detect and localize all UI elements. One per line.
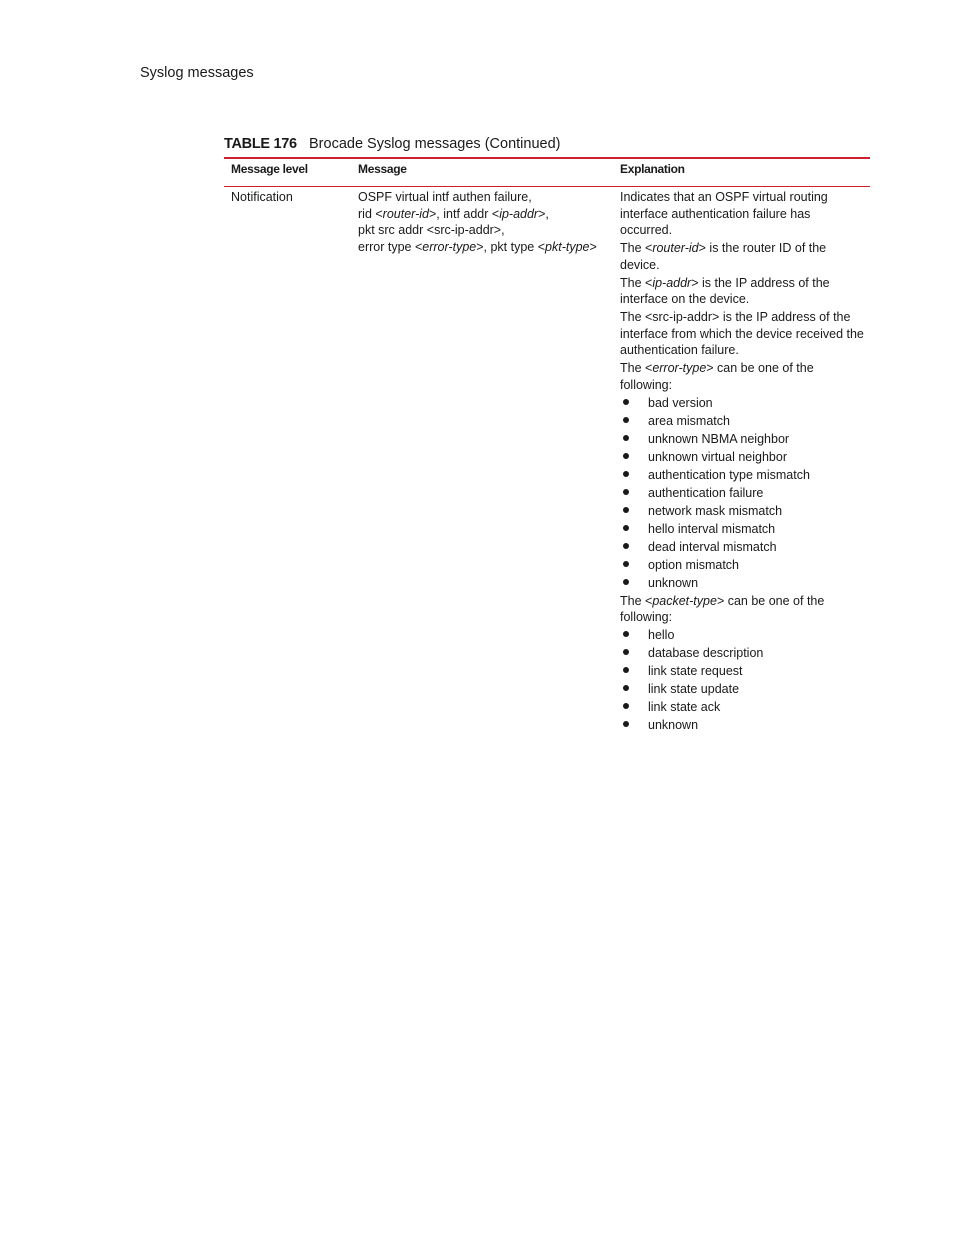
bullet-icon <box>623 561 629 567</box>
message-line: rid <router-id>, intf addr <ip-addr>, <box>358 206 549 221</box>
list-item: authentication failure <box>620 485 865 503</box>
placeholder-term: pkt-type <box>545 239 590 254</box>
cell-message-level: Notification <box>231 190 293 204</box>
placeholder-term: error-type <box>652 361 707 375</box>
bullet-icon <box>623 703 629 709</box>
cell-message <box>358 189 597 255</box>
table-number: TABLE 176 <box>224 136 297 152</box>
bullet-list <box>620 395 865 593</box>
placeholder-term: router-id <box>652 241 699 255</box>
table-top-rule <box>224 157 870 159</box>
bullet-icon <box>623 507 629 513</box>
placeholder-term: router-id <box>382 206 429 221</box>
list-item: option mismatch <box>620 557 865 575</box>
bullet-icon <box>623 435 629 441</box>
bullet-list <box>620 627 865 735</box>
bullet-icon <box>623 417 629 423</box>
bullet-icon <box>623 649 629 655</box>
list-item: link state update <box>620 681 865 699</box>
bullet-icon <box>623 667 629 673</box>
header-message-level: Message level <box>231 162 308 176</box>
explanation-paragraph: Indicates that an OSPF virtual routing interface authentication failure has occurred. <box>620 190 828 237</box>
bullet-icon <box>623 685 629 691</box>
list-item: database description <box>620 645 865 663</box>
list-item: area mismatch <box>620 413 865 431</box>
explanation-paragraph: The <error-type> can be one of the following: <box>620 361 814 392</box>
bullet-icon <box>623 471 629 477</box>
explanation-paragraph: The <src-ip-addr> is the IP address of the interface from which the device received the authentication failure. <box>620 310 864 357</box>
bullet-icon <box>623 543 629 549</box>
list-item: unknown NBMA neighbor <box>620 431 865 449</box>
header-message: Message <box>358 162 407 176</box>
list-item: unknown virtual neighbor <box>620 449 865 467</box>
table-caption <box>224 136 560 152</box>
message-line: OSPF virtual intf authen failure, <box>358 190 532 204</box>
header-explanation: Explanation <box>620 162 685 176</box>
list-item: unknown <box>620 575 865 593</box>
placeholder-term: error-type <box>422 239 477 254</box>
bullet-icon <box>623 525 629 531</box>
bullet-icon <box>623 489 629 495</box>
list-item: bad version <box>620 395 865 413</box>
placeholder-term: ip-addr <box>652 275 692 290</box>
placeholder-term: packet-type <box>652 593 717 608</box>
bullet-icon <box>623 453 629 459</box>
list-item: link state request <box>620 663 865 681</box>
bullet-icon <box>623 579 629 585</box>
list-item: authentication type mismatch <box>620 467 865 485</box>
list-item: hello <box>620 627 865 645</box>
bullet-icon <box>623 721 629 727</box>
list-item: hello interval mismatch <box>620 521 865 539</box>
table-title: Brocade Syslog messages (Continued) <box>309 136 561 152</box>
list-item: link state ack <box>620 699 865 717</box>
explanation-paragraph: The <router-id> is the router ID of the device. <box>620 241 827 272</box>
bullet-icon <box>623 399 629 405</box>
list-item: network mask mismatch <box>620 503 865 521</box>
cell-explanation <box>620 189 865 735</box>
explanation-paragraph: The <ip-addr> is the IP address of the interface on the device. <box>620 275 830 306</box>
message-line: error type <error-type>, pkt type <pkt-type> <box>358 239 597 254</box>
running-head: Syslog messages <box>140 65 254 81</box>
message-line: pkt src addr <src-ip-addr>, <box>358 223 505 237</box>
table-header-rule <box>224 186 870 187</box>
explanation-paragraph: The <packet-type> can be one of the following: <box>620 593 825 624</box>
bullet-icon <box>623 631 629 637</box>
list-item: dead interval mismatch <box>620 539 865 557</box>
placeholder-term: ip-addr <box>499 206 539 221</box>
list-item: unknown <box>620 717 865 735</box>
